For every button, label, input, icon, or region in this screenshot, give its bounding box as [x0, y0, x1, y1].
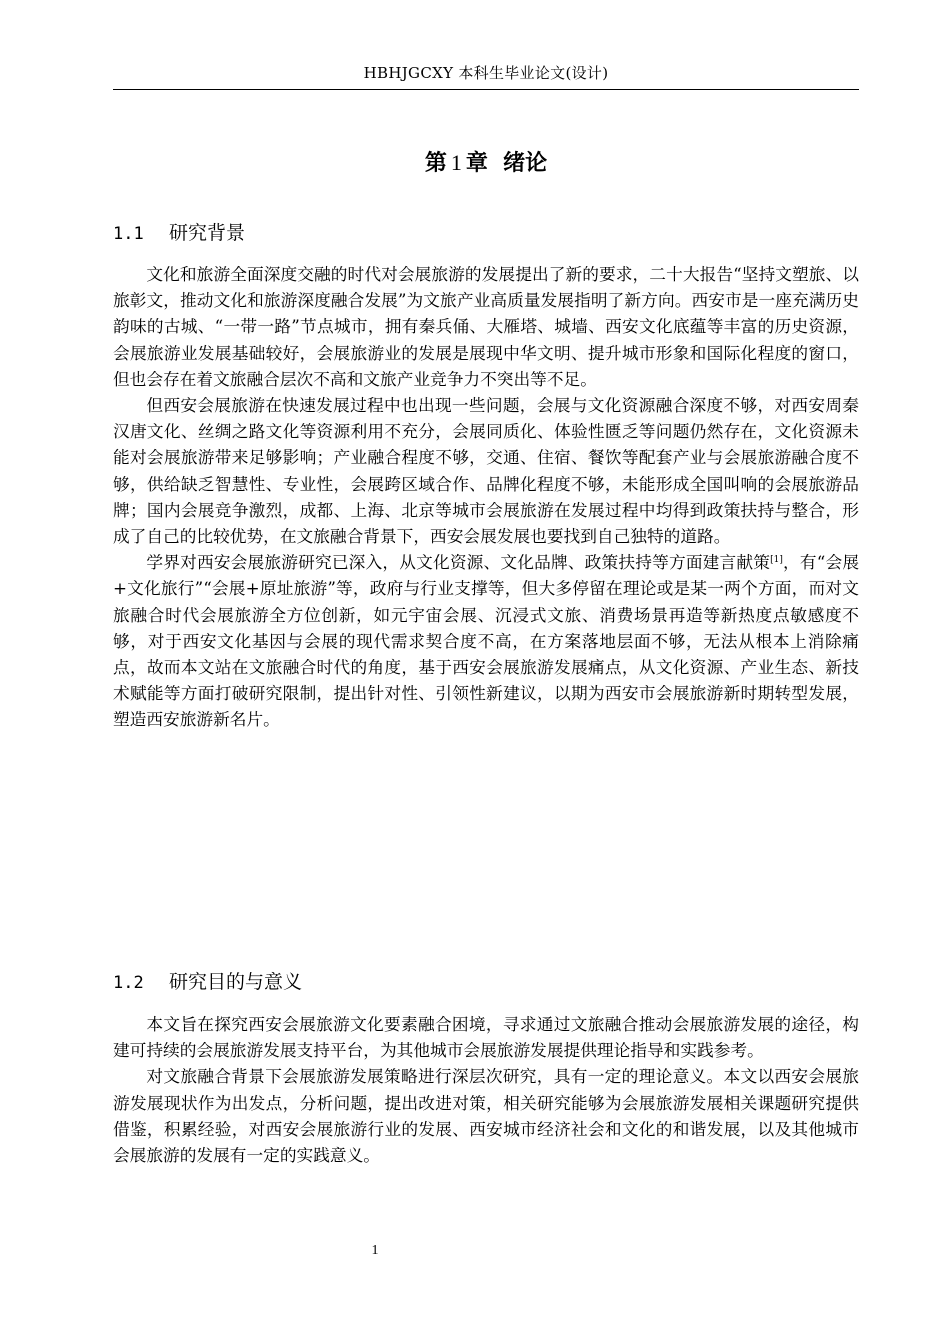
- section-body-1-1: [113, 261, 859, 733]
- paragraph: 对文旅融合背景下会展旅游发展策略进行深层次研究，具有一定的理论意义。本文以西安会展旅游发展现状作为出发点，分析问题，提出改进对策，相关研究能够为会展旅游发展相关课题研究提供借鉴，积累经验，对西安会展旅游行业的发展、西安城市经济社会和文化的和谐发展，以及其他城市会展旅游的发展有一定的实践意义。: [113, 1066, 859, 1166]
- section-title: 研究目的与意义: [169, 971, 303, 993]
- citation-ref: [1]: [770, 555, 783, 566]
- paragraph: 文化和旅游全面深度交融的时代对会展旅游的发展提出了新的要求，二十大报告“坚持文塑旅、以旅彰文，推动文化和旅游深度融合发展”为文旅产业高质量发展指明了新方向。西安市是一座充满历史韵味的古城、“一带一路”节点城市，拥有秦兵俑、大雁塔、城墙、西安文化底蕴等丰富的历史资源，会展旅游业发展基础较好，会展旅游业的发展是展现中华文明、提升城市形象和国际化程度的窗口，但也会存在着文旅融合层次不高和文旅产业竞争力不突出等不足。: [113, 264, 859, 389]
- paragraph: 但西安会展旅游在快速发展过程中也出现一些问题，会展与文化资源融合深度不够，对西安周秦汉唐文化、丝绸之路文化等资源利用不充分，会展同质化、体验性匮乏等问题仍然存在，文化资源未能对会展旅游带来足够影响；产业融合程度不够，交通、住宿、餐饮等配套产业与会展旅游融合度不够，供给缺乏智慧性、专业性，会展跨区域合作、品牌化程度不够，未能形成全国叫响的会展旅游品牌；国内会展竞争激烈，成都、上海、北京等城市会展旅游在发展过程中均得到政策扶持与整合，形成了自己的比较优势，在文旅融合背景下，西安会展发展也要找到自己独特的道路。: [113, 395, 859, 547]
- chapter-number: 1: [450, 150, 462, 175]
- section-heading-1-2: [113, 967, 859, 998]
- section-number: 1.1: [113, 224, 144, 244]
- paragraph: 本文旨在探究西安会展旅游文化要素融合困境，寻求通过文旅融合推动会展旅游发展的途径，构建可持续的会展旅游发展支持平台，为其他城市会展旅游发展提供理论指导和实践参考。: [113, 1014, 859, 1061]
- header-divider: [113, 89, 859, 90]
- paragraph: [113, 549, 859, 732]
- chapter-prefix: 第: [424, 151, 447, 176]
- page-number: 1: [371, 1243, 379, 1258]
- section-number: 1.2: [113, 973, 144, 993]
- section-title: 研究背景: [169, 222, 246, 244]
- chapter-suffix: 章: [465, 151, 488, 176]
- section-heading-1-1: [113, 218, 859, 249]
- section-body-1-2: [113, 1011, 859, 1168]
- chapter-name: 绪论: [503, 151, 548, 176]
- running-header: HBHJGCXY 本科生毕业论文(设计): [363, 64, 609, 82]
- paragraph-text: ，有“会展+文化旅行”“会展+原址旅游”等，政府与行业支撑等，但大多停留在理论或是某一两个方面，而对文旅融合时代会展旅游全方位创新，如元宇宙会展、沉浸式文旅、消费场景再造等新热度点敏感度不够，对于西安文化基因与会展的现代需求契合度不高，在方案落地层面不够，无法从根本上消除痛点，故而本文站在文旅融合时代的角度，基于西安会展旅游发展痛点，从文化资源、产业生态、新技术赋能等方面打破研究限制，提出针对性、引领性新建议，以期为西安市会展旅游新时期转型发展，塑造西安旅游新名片。: [113, 552, 860, 730]
- paragraph-text: 学界对西安会展旅游研究已深入，从文化资源、文化品牌、政策扶持等方面建言献策: [146, 552, 771, 573]
- chapter-title: [113, 147, 859, 180]
